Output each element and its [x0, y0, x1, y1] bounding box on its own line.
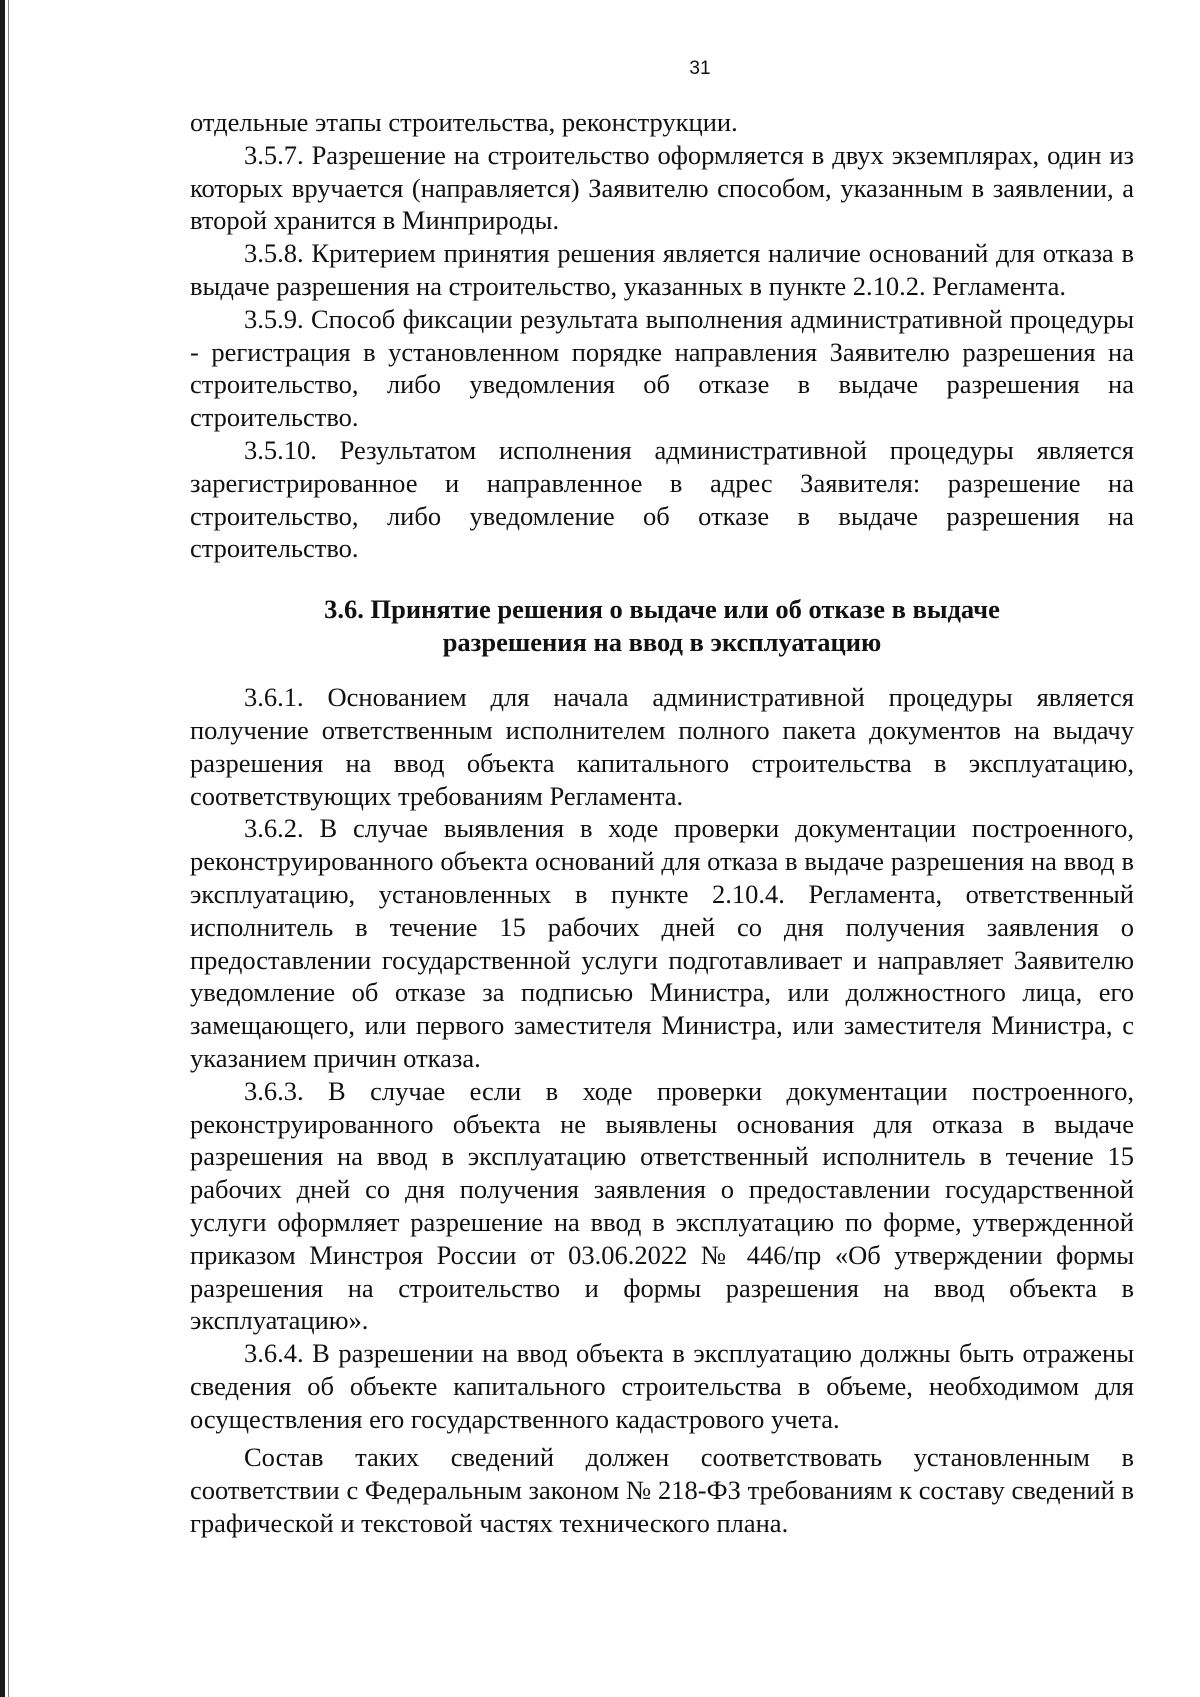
- paragraph-3-6-4: 3.6.4. В разрешении на ввод объекта в эксплуатацию должны быть отражены сведения об объекте капитального строительства в объеме, необходимом для осуществления его государственного кадастрового учета.: [190, 1338, 1134, 1434]
- document-body: [190, 106, 1134, 1540]
- section-heading-line-2: разрешения на ввод в эксплуатацию: [442, 626, 882, 657]
- paragraph-3-5-9: 3.5.9. Способ фиксации результата выполнения административной процедуры - регистрация в установленном порядке направления Заявителю разрешения на строительство, либо уведомления об отказе в выдаче разрешения на строительство.: [190, 303, 1134, 433]
- scan-left-edge: [0, 0, 5, 1697]
- paragraph-3-6-3: 3.6.3. В случае если в ходе проверки документации построенного, реконструированного объекта не выявлены основания для отказа в выдаче разрешения на ввод в эксплуатацию ответственный исполнитель в течение 15 рабочих дней со дня получения заявления о предоставлении государственной услуги оформляет разрешение на ввод в эксплуатацию по форме, утвержденной приказом Минстроя России от 03.06.2022 № 446/пр «Об утверждении формы разрешения на строительство и формы разрешения на ввод объекта в эксплуатацию».: [190, 1075, 1134, 1336]
- paragraph-3-5-10: 3.5.10. Результатом исполнения административной процедуры является зарегистрированное и направленное в адрес Заявителя: разрешение на строительство, либо уведомление об отказе в выдаче разрешения на строительство.: [190, 434, 1134, 564]
- paragraph-3-5-7: 3.5.7. Разрешение на строительство оформляется в двух экземплярах, один из которых вручается (направляется) Заявителю способом, указанным в заявлении, а второй хранится в Минприроды.: [190, 139, 1134, 236]
- page-number: 31: [689, 58, 711, 79]
- paragraph-3-6-1: 3.6.1. Основанием для начала административной процедуры является получение ответственным исполнителем полного пакета документов на выдачу разрешения на ввод объекта капитального строительства в эксплуатацию, соответствующих требованиям Регламента.: [190, 682, 1134, 811]
- section-heading-line-1: 3.6. Принятие решения о выдаче или об отказе в выдаче: [324, 594, 1000, 625]
- paragraph-3-6-4-composition: Состав таких сведений должен соответствовать установленным в соответствии с Федеральным законом № 218-ФЗ требованиям к составу сведений в графической и текстовой частях технического плана.: [190, 1442, 1134, 1539]
- section-heading-3-6: [190, 593, 1134, 658]
- paragraph-continuation: отдельные этапы строительства, реконструкции.: [190, 107, 738, 137]
- paragraph-3-6-2: 3.6.2. В случае выявления в ходе проверки документации построенного, реконструированного объекта оснований для отказа в выдаче разрешения на ввод в эксплуатацию, установленных в пункте 2.10.4. Регламента, ответственный исполнитель в течение 15 рабочих дней со дня получения заявления о предоставлении государственной услуги подготавливает и направляет Заявителю уведомление об отказе за подписью Министра, или должностного лица, его замещающего, или первого заместителя Министра, или заместителя Министра, с указанием причин отказа.: [190, 813, 1134, 1073]
- scan-left-edge-line: [8, 0, 9, 1697]
- paragraph-3-5-8: 3.5.8. Критерием принятия решения является наличие оснований для отказа в выдаче разрешения на строительство, указанных в пункте 2.10.2. Регламента.: [190, 238, 1134, 301]
